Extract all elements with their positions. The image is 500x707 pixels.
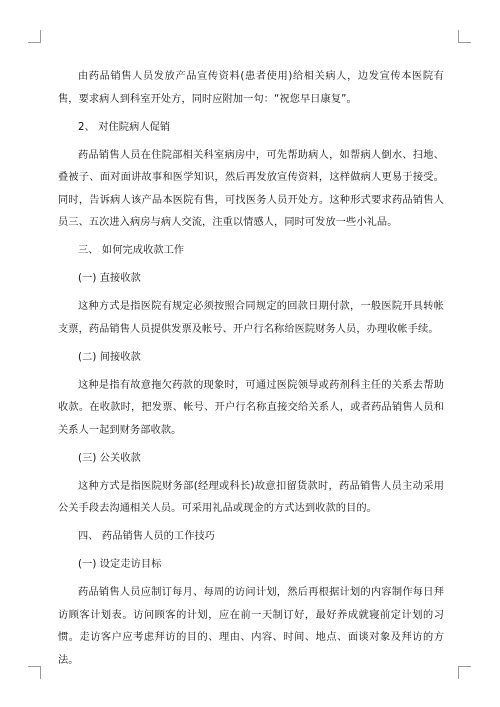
heading-collection-work: 三、 如何完成收款工作	[78, 245, 185, 256]
paragraph-visit-goals: 药品销售人员应制订每月、每周的访问计划，然后再根据计划的内容制作每日拜访顾客计划表。访问顾客的计划，应在前一天制订好，最好养成就寝前定计划的习惯。走访客户应考虑拜访的目的、理由、内容、时间、地点、面谈对象及拜访的方法。	[58, 587, 444, 666]
paragraph-promo-materials: 由药品销售人员发放产品宣传资料(患者使用)给相关病人，边发宣传本医院有售，要求病人到科室开处方，同时应附加一句：“祝您早日康复”。	[58, 71, 444, 105]
crop-mark-top-left	[28, 30, 41, 43]
heading-work-skills: 四、 药品销售人员的工作技巧	[78, 531, 216, 542]
paragraph-direct-collection: 这种方式是指医院有规定必须按照合同规定的回款日期付款，一般医院开具转帐支票，药品销售人员提供发票及帐号、开户行名称给医院财务人员，办理收帐手续。	[58, 301, 444, 335]
heading-inpatient-promotion: 2、 对住院病人促销	[78, 121, 171, 133]
crop-mark-bottom-left	[28, 666, 41, 679]
heading-direct-collection: (一) 直接收款	[78, 273, 141, 284]
paragraph-pr-collection: 这种方式是指医院财务部(经理或科长)故意扣留货款时，药品销售人员主动采用公关手段去沟通相关人员。可采用礼品或现金的方式达到收款的目的。	[58, 480, 444, 514]
paragraph-indirect-collection: 这种是指有故意拖欠药款的现象时，可通过医院领导或药剂科主任的关系去帮助收款。在收款时，把发票、帐号、开户行名称直接交给关系人，或者药品销售人员和关系人一起到财务部收款。	[58, 379, 444, 436]
heading-visit-goals: (一) 设定走访目标	[78, 559, 162, 570]
crop-mark-bottom-right	[458, 666, 471, 679]
document-body	[58, 66, 444, 678]
heading-pr-collection: (三) 公关收款	[78, 452, 141, 464]
crop-mark-top-right	[458, 30, 471, 43]
heading-indirect-collection: (二) 间接收款	[78, 351, 141, 363]
paragraph-inpatient-promotion: 药品销售人员在住院部相关科室病房中，可先帮助病人，如帮病人倒水、扫地、叠被子、面对面讲故事和医学知识，然后再发放宣传资料，这样做病人更易于接受。同时，告诉病人该产品本医院有售，可找医务人员开处方。这种形式要求药品销售人员三、五次进入病房与病人交流，注重以情感人，同时可发放一些小礼品。	[58, 149, 444, 228]
